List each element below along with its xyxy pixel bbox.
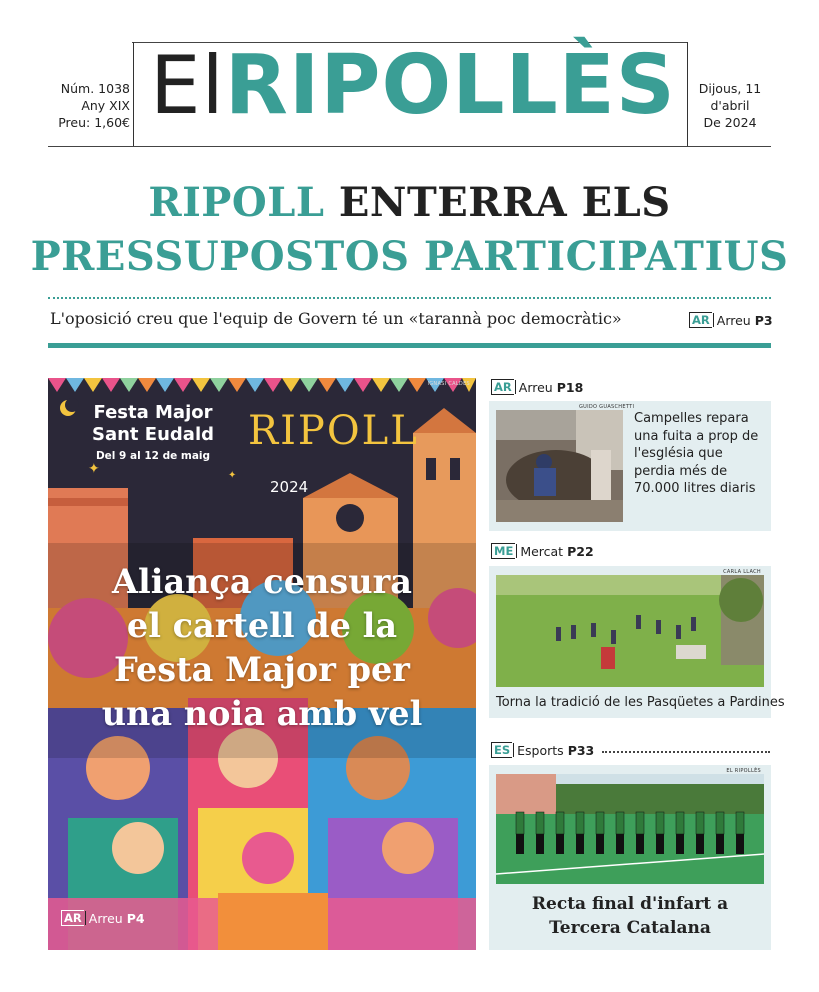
section-page: P3 [754,312,773,328]
poster-photo-credit: IGNASI CALDES [427,381,470,387]
poster-section-tag[interactable] [61,910,145,926]
poster-year: 2024 [270,478,309,496]
section-page: P4 [126,910,145,926]
date-line-2: d'abril [710,98,750,113]
section-name: Mercat [520,543,564,559]
side-2-section-tag[interactable] [491,543,594,559]
section-page: P22 [567,543,594,559]
side-1-photo [496,410,623,522]
headline-bottom-bar [48,343,771,348]
poster-headline-line-3: Festa Major per [114,650,410,689]
side-3-caption: Recta final d'infart a Tercera Catalana [531,894,729,938]
side-1-caption: Campelles repara una fuita a prop de l'església que perdia més de 70.000 litres diaris [634,411,759,496]
svg-text:✦: ✦ [228,470,237,481]
date-line-1: Dijous, 11 [698,81,762,96]
section-name: Arreu [88,910,123,926]
poster-event-line-2: Sant Eudald [92,424,214,445]
main-headline-line-2[interactable]: PRESSUPOSTOS PARTICIPATIUS [30,233,789,280]
headline-dotted-rule [48,297,771,299]
side-2-photo-credit: CARLA LLACH [723,569,761,575]
side-3-section-tag[interactable] [491,742,594,758]
section-name: Arreu [518,379,553,395]
section-name: Arreu [716,312,751,328]
logo-prefix: El [150,39,225,132]
poster-event-title [78,402,228,446]
side-1-card[interactable] [489,401,771,531]
poster-town: RIPOLL [248,408,419,454]
date-line-3: De 2024 [703,115,757,130]
side-3-dotted-leader [602,751,770,753]
headline-part-1: RIPOLL [148,179,325,226]
section-name: Esports [517,742,564,758]
headline-section-tag[interactable] [689,312,773,328]
side-3-photo [496,774,764,884]
main-headline[interactable] [30,175,789,231]
section-code: ME [491,543,515,559]
side-1-photo-credit: GUIDO GUASCHETTI [579,404,635,410]
section-code: AR [491,379,514,395]
masthead-divider-right [687,42,688,146]
poster-headline-line-4: una noia amb vel [101,694,423,733]
issue-price: Preu: 1,60€ [58,115,130,130]
side-3-card[interactable] [489,765,771,950]
poster-event-line-1: Festa Major [93,402,213,423]
issue-number: Núm. 1038 [60,81,130,96]
poster-dates: Del 9 al 12 de maig [95,450,211,462]
festa-major-poster[interactable] [48,378,476,950]
section-code: AR [61,910,84,926]
poster-headline[interactable] [60,560,464,736]
poster-headline-line-2: el cartell de la [126,606,398,645]
logo-main: RIPOLLÈS [224,38,676,133]
issue-info [50,80,130,131]
section-code: AR [689,312,712,328]
date-info [690,80,770,131]
side-2-photo [496,575,764,687]
poster-headline-line-1: Aliança censura [112,562,412,601]
newspaper-logo[interactable] [150,36,676,136]
issue-year: Any XIX [81,98,130,113]
headline-subtitle: L'oposició creu que l'equip de Govern té un «tarannà poc democràtic» [50,309,622,328]
section-page: P33 [567,742,595,758]
headline-part-2: ENTERRA ELS [324,179,671,226]
side-2-caption: Torna la tradició de les Pasqüetes a Pardines [496,695,785,710]
masthead-divider-left [133,42,134,146]
section-page: P18 [556,379,584,395]
svg-text:✦: ✦ [88,461,100,477]
side-3-photo-credit: EL RIPOLLÈS [726,768,761,774]
section-code: ES [491,742,512,758]
side-1-section-tag[interactable] [491,379,583,395]
side-2-card[interactable] [489,566,785,718]
masthead-bottom-rule [48,146,771,147]
